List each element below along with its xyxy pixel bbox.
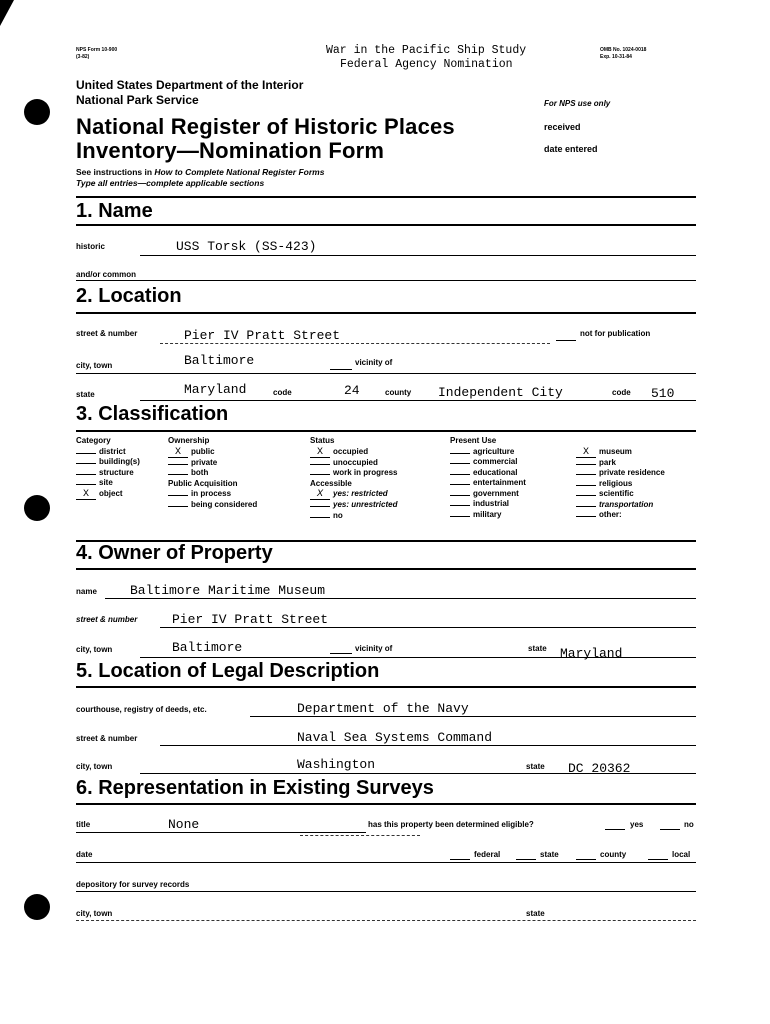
yes-label: yes — [630, 820, 644, 829]
no-label: no — [684, 820, 694, 829]
checkbox[interactable] — [576, 516, 596, 517]
checkbox-label: occupied — [333, 446, 369, 456]
department: United States Department of the Interior — [76, 78, 304, 92]
checkbox-label: no — [333, 510, 343, 520]
checkbox[interactable] — [450, 463, 470, 464]
status-heading: Status — [310, 436, 335, 445]
status-item — [310, 468, 397, 479]
status-column — [310, 436, 397, 521]
line — [76, 832, 366, 833]
date-entered-label: date entered — [544, 144, 598, 154]
depository-label: depository for survey records — [76, 880, 190, 889]
line — [76, 891, 696, 892]
use-item — [576, 447, 665, 458]
checkbox-label: work in progress — [333, 468, 398, 477]
use-item — [450, 499, 526, 510]
checkbox-label: museum — [599, 446, 632, 456]
state-label: state — [76, 390, 95, 399]
survey-date-label: date — [76, 850, 93, 859]
line — [160, 343, 550, 344]
county-value: Independent City — [438, 385, 563, 400]
omb-number: OMB No. 1024-0018 — [600, 47, 647, 53]
checkbox-label: other: — [599, 510, 622, 519]
checkbox-label: structure — [99, 467, 134, 477]
checkbox-label: park — [599, 457, 616, 467]
status-item — [310, 447, 397, 458]
checkbox[interactable] — [76, 474, 96, 475]
instructions-text: See instructions in — [76, 167, 155, 177]
accessible-heading: Accessible — [310, 478, 352, 488]
checkbox[interactable]: X — [310, 490, 330, 500]
section-5-heading: 5. Location of Legal Description — [76, 660, 380, 682]
rule — [76, 686, 696, 688]
county-level-label: county — [600, 850, 627, 859]
line — [76, 862, 696, 863]
nps-use-only: For NPS use only — [544, 99, 611, 108]
checkbox-label: yes: unrestricted — [333, 500, 398, 509]
spacer — [576, 436, 665, 447]
checkbox-label: site — [99, 478, 113, 487]
owner-city-value: Baltimore — [172, 640, 243, 655]
checkbox-label: private residence — [599, 468, 665, 477]
instructions — [76, 167, 324, 177]
checkbox-label: commercial — [473, 457, 518, 466]
acquisition-heading: Public Acquisition — [168, 478, 238, 488]
owner-state-value: Maryland — [560, 646, 623, 661]
checkbox-label: religious — [599, 478, 633, 488]
use-item — [576, 468, 665, 479]
rule — [76, 430, 696, 432]
checkbox-label: object — [99, 488, 123, 498]
state-value: Maryland — [184, 382, 247, 397]
state-checkbox[interactable] — [516, 852, 536, 860]
not-for-publication: not for publication — [580, 329, 651, 338]
checkbox[interactable]: X — [76, 490, 96, 500]
owner-street-label: street & number — [76, 615, 138, 624]
form-title-line1: National Register of Historic Places — [76, 114, 455, 139]
line — [140, 400, 696, 401]
vicinity-label: vicinity of — [355, 358, 393, 367]
checkbox-label: both — [191, 468, 209, 477]
owner-name-value: Baltimore Maritime Museum — [130, 583, 326, 598]
street-label: street & number — [76, 329, 138, 338]
ownership-heading: Ownership — [168, 436, 210, 445]
line — [76, 280, 696, 281]
use-item — [450, 510, 526, 521]
line — [140, 773, 696, 774]
section-3-heading: 3. Classification — [76, 403, 229, 425]
owner-street-value: Pier IV Pratt Street — [172, 612, 329, 627]
checkbox-label: entertainment — [473, 478, 526, 487]
county-label: county — [385, 388, 412, 397]
checkbox[interactable] — [76, 484, 96, 485]
survey-city-label: city, town — [76, 909, 113, 918]
rule — [76, 568, 696, 570]
checkbox[interactable] — [310, 474, 330, 475]
checkbox[interactable] — [576, 464, 596, 465]
checkbox[interactable]: X — [168, 448, 188, 458]
present-use-heading: Present Use — [450, 436, 497, 445]
line — [76, 373, 696, 374]
no-checkbox[interactable] — [660, 822, 680, 830]
form-number: NPS Form 10-900 — [76, 47, 118, 53]
use-item — [450, 468, 526, 479]
local-checkbox[interactable] — [648, 852, 668, 860]
code2-label: code — [612, 388, 631, 397]
punch-hole — [24, 894, 50, 920]
rule — [76, 196, 696, 198]
use-item — [576, 489, 665, 500]
category-heading: Category — [76, 436, 111, 445]
checkbox-label: district — [99, 446, 126, 456]
local-label: local — [672, 850, 691, 859]
section-1-heading: 1. Name — [76, 200, 153, 222]
legal-street-label: street & number — [76, 734, 138, 743]
checkbox[interactable]: X — [576, 448, 596, 458]
status-item — [310, 458, 397, 469]
checkbox-label: agriculture — [473, 446, 515, 456]
use-item — [450, 489, 526, 500]
study-title: War in the Pacific Ship Study — [326, 44, 527, 57]
received-label: received — [544, 122, 581, 132]
section-4-heading: 4. Owner of Property — [76, 542, 273, 564]
checkbox[interactable] — [310, 464, 330, 465]
legal-city-label: city, town — [76, 762, 113, 771]
use-item — [450, 478, 526, 489]
form-revision: (3-82) — [76, 54, 90, 60]
instructions-manual: How to Complete National Register Forms — [154, 167, 325, 177]
checkbox-label: public — [191, 446, 215, 456]
checkbox[interactable] — [576, 506, 596, 507]
category-item — [76, 447, 140, 458]
checkbox[interactable] — [576, 485, 596, 486]
accessible-item — [310, 500, 397, 511]
page-corner — [0, 0, 40, 40]
line — [300, 835, 420, 836]
checkbox[interactable] — [450, 495, 470, 496]
present-use-column-1 — [450, 436, 526, 520]
code-label: code — [273, 388, 292, 397]
owner-name-label: name — [76, 587, 97, 596]
state-level-label: state — [540, 850, 559, 859]
city-value: Baltimore — [184, 353, 255, 368]
instructions-type: Type all entries—complete applicable sections — [76, 178, 265, 188]
line — [140, 657, 696, 658]
form-title-line2: Inventory—Nomination Form — [76, 138, 385, 163]
category-item — [76, 489, 140, 500]
legal-street-value: Naval Sea Systems Command — [297, 730, 493, 745]
study-subtitle: Federal Agency Nomination — [340, 58, 513, 71]
checkbox[interactable] — [450, 474, 470, 475]
checkbox[interactable] — [168, 506, 188, 507]
rule — [76, 803, 696, 805]
omb-exp: Exp. 10-31-84 — [600, 54, 632, 60]
historic-label: historic — [76, 242, 105, 251]
legal-city-value: Washington — [297, 757, 376, 772]
checkbox[interactable] — [450, 453, 470, 454]
checkbox[interactable] — [76, 463, 96, 464]
city-label: city, town — [76, 361, 113, 370]
checkbox[interactable] — [576, 495, 596, 496]
punch-hole — [24, 495, 50, 521]
punch-hole — [24, 99, 50, 125]
use-item — [450, 457, 526, 468]
category-item — [76, 468, 140, 479]
rule — [76, 312, 696, 314]
line — [160, 745, 696, 746]
checkbox[interactable] — [576, 474, 596, 475]
checkbox[interactable] — [450, 516, 470, 517]
county-checkbox[interactable] — [576, 852, 596, 860]
line — [140, 255, 696, 256]
code2-value: 510 — [651, 386, 675, 401]
present-use-column-2 — [576, 436, 665, 521]
use-item — [576, 500, 665, 511]
checkbox-label: unoccupied — [333, 457, 378, 467]
accessible-item — [310, 511, 397, 522]
survey-state-label: state — [526, 909, 545, 918]
checkbox[interactable] — [168, 464, 188, 465]
courthouse-label: courthouse, registry of deeds, etc. — [76, 705, 207, 714]
line — [105, 598, 696, 599]
checkbox-label: yes: restricted — [333, 489, 388, 498]
common-label: and/or common — [76, 270, 137, 279]
use-item — [576, 479, 665, 490]
historic-value: USS Torsk (SS-423) — [176, 239, 317, 254]
ownership-item — [168, 447, 257, 458]
checkbox[interactable] — [310, 517, 330, 518]
courthouse-value: Department of the Navy — [297, 701, 469, 716]
checkbox[interactable] — [310, 506, 330, 507]
section-6-heading: 6. Representation in Existing Surveys — [76, 777, 434, 799]
legal-state-value: DC 20362 — [568, 761, 631, 776]
checkbox-label: industrial — [473, 499, 510, 508]
checkbox-label: military — [473, 509, 502, 519]
line — [556, 340, 576, 341]
checkbox-label: in process — [191, 489, 232, 498]
acquisition-item — [168, 500, 257, 511]
use-item — [576, 510, 665, 521]
section-2-heading: 2. Location — [76, 285, 182, 307]
service: National Park Service — [76, 93, 199, 107]
checkbox-label: private — [191, 457, 218, 467]
checkbox-label: being considered — [191, 499, 258, 509]
checkbox-label: scientific — [599, 489, 634, 498]
legal-state-label: state — [526, 762, 545, 771]
use-item — [450, 447, 526, 458]
checkbox-label: government — [473, 488, 519, 498]
checkbox[interactable] — [450, 484, 470, 485]
ownership-item — [168, 468, 257, 479]
line — [330, 653, 352, 654]
owner-vicinity-label: vicinity of — [355, 644, 393, 653]
use-item — [576, 458, 665, 469]
acquisition-item — [168, 489, 257, 500]
checkbox[interactable] — [450, 505, 470, 506]
category-item — [76, 478, 140, 489]
checkbox[interactable] — [76, 453, 96, 454]
federal-label: federal — [474, 850, 501, 859]
accessible-item — [310, 489, 397, 500]
checkbox-label: building(s) — [99, 457, 140, 466]
eligible-question: has this property been determined eligible? — [368, 820, 534, 829]
ownership-item — [168, 458, 257, 469]
survey-title-label: title — [76, 820, 91, 829]
rule — [76, 224, 696, 226]
owner-state-label: state — [528, 644, 547, 653]
line — [76, 920, 696, 921]
category-column — [76, 436, 140, 500]
checkbox[interactable]: X — [310, 448, 330, 458]
checkbox[interactable] — [168, 495, 188, 496]
category-item — [76, 457, 140, 468]
survey-title-value: None — [168, 817, 200, 832]
owner-city-label: city, town — [76, 645, 113, 654]
line — [330, 369, 352, 370]
federal-checkbox[interactable] — [450, 852, 470, 860]
ownership-column — [168, 436, 257, 510]
street-value: Pier IV Pratt Street — [184, 328, 341, 343]
checkbox-label: transportation — [599, 499, 654, 509]
code-value: 24 — [344, 383, 360, 398]
checkbox-label: educational — [473, 467, 518, 477]
line — [250, 716, 696, 717]
line — [160, 627, 696, 628]
yes-checkbox[interactable] — [605, 822, 625, 830]
checkbox[interactable] — [168, 474, 188, 475]
